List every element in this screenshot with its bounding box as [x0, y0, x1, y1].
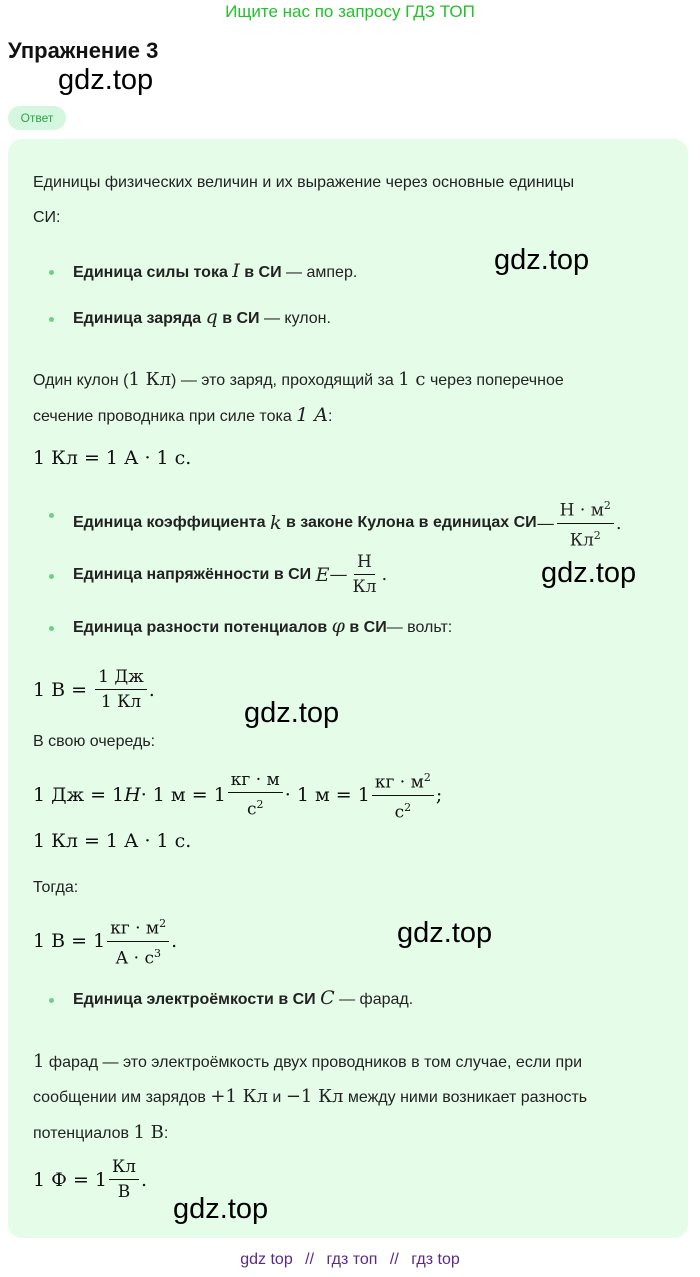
equation-coulomb: 1 Кл = 1 А · 1 с.	[33, 447, 192, 469]
bullet	[49, 317, 54, 322]
fraction: $\frac{Н \cdot м^2}{Кл^2}$	[557, 496, 614, 550]
list-item-capacity: Единица электроёмкости в СИ C — фарад.	[73, 987, 414, 1009]
watermark: gdz.top	[58, 64, 154, 96]
equation-volt-2: 1 В = 1 $\frac{кг \cdot м^2}{А \cdot с^3}$ .	[33, 914, 177, 968]
footer-link[interactable]: гдз топ	[326, 1251, 378, 1268]
equation-volt: 1 В = $\frac{1 Дж}{1 Кл}$ .	[33, 667, 155, 712]
footer-link[interactable]: gdz top	[240, 1251, 293, 1268]
bullet	[49, 998, 54, 1003]
footer-separator: //	[305, 1251, 315, 1268]
list-item-potential: Единица разности потенциалов φ в СИ— вольт:	[73, 615, 453, 637]
farad-definition: 1 фарад — это электроёмкость двух проводников в том случае, если при	[33, 1051, 583, 1072]
equation-farad: 1 Ф = 1 $\frac{Кл}{В}$ .	[33, 1157, 148, 1202]
intro-line-2: СИ:	[33, 209, 61, 226]
footer-link[interactable]: гдз top	[411, 1251, 460, 1268]
footer-separator: //	[389, 1251, 399, 1268]
answer-badge[interactable]: Ответ	[8, 106, 66, 130]
bullet	[49, 270, 54, 275]
then-label: Тогда:	[33, 879, 79, 896]
coulomb-definition: Один кулон (1 Кл) — это заряд, проходящий за 1 с через поперечное	[33, 369, 564, 390]
watermark: gdz.top	[173, 1193, 269, 1225]
bullet	[49, 626, 54, 631]
list-item-field: Единица напряжённости в СИ E — $\frac{Н}{Кл}$ .	[73, 552, 388, 597]
equation-joule: 1 Дж = 1 Н · 1 м = 1 $\frac{кг \cdot м}{с^2}$ · 1 м = 1 $\frac{кг \cdot м^2}{с^2}$ ;	[33, 768, 442, 822]
watermark: gdz.top	[541, 557, 637, 589]
watermark: gdz.top	[397, 917, 493, 949]
coulomb-definition-2: сечение проводника при силе тока 1 A:	[33, 404, 333, 426]
list-item-charge: Единица заряда q в СИ — кулон.	[73, 306, 331, 328]
intro-line: Единицы физических величин и их выражение через основные единицы	[33, 174, 575, 191]
bullet	[49, 513, 54, 518]
farad-definition-3: потенциалов 1 В:	[33, 1122, 169, 1143]
list-item-coefficient: Единица коэффициента k в законе Кулона в единицах СИ — $\frac{Н \cdot м^2}{Кл^2}$ .	[73, 496, 622, 550]
farad-definition-2: сообщении им зарядов +1 Кл и −1 Кл между ними возникает разность	[33, 1086, 588, 1107]
search-banner: Ищите нас по запросу ГДЗ ТОП	[225, 2, 475, 21]
footer-links	[0, 1251, 700, 1269]
bullet	[49, 574, 54, 579]
watermark: gdz.top	[244, 697, 340, 729]
list-item-current: Единица силы тока I в СИ — ампер.	[73, 260, 358, 282]
exercise-title: Упражнение 3	[8, 38, 159, 63]
equation-coulomb-2: 1 Кл = 1 А · 1 с.	[33, 830, 192, 852]
fraction: $\frac{Н}{Кл}$	[352, 552, 377, 597]
watermark: gdz.top	[494, 244, 590, 276]
in-turn-label: В свою очередь:	[33, 733, 156, 750]
